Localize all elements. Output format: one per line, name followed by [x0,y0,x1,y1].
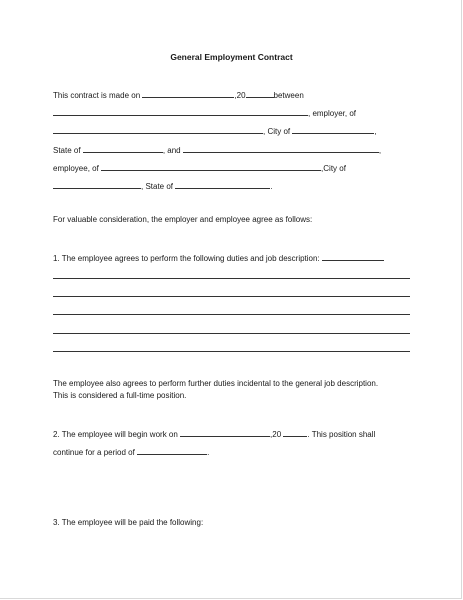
between-label: between [273,91,304,100]
duties-line-1[interactable] [53,278,410,279]
duties-line-3[interactable] [53,314,410,315]
employee-state-label: , State of [141,182,174,191]
period-text: . [207,448,210,457]
section-1-line [53,252,384,264]
employer-state-blank[interactable] [83,144,163,153]
employer-city-label: , City of [263,127,291,136]
position-shall-text: . This position shall [307,430,376,439]
period-blank[interactable] [137,446,210,457]
period-label: continue for a period of [53,448,135,457]
start-year-blank[interactable] [283,428,307,437]
employee-state-blank[interactable] [175,180,273,191]
contract-date-label: This contract is made on [53,91,141,100]
employee-name-blank[interactable] [183,144,382,155]
duties-line-2[interactable] [53,296,410,297]
employee-of-label: employee, of [53,164,99,173]
employer-city-blank[interactable] [292,125,377,136]
employer-of-label: , employer, of [308,109,357,118]
employer-state-line [53,144,381,156]
employee-address-line [53,162,346,174]
section-2-text: 2. The employee will begin work on [53,430,178,439]
further-duties-text-1: The employee also agrees to perform further duties incidental to the general job description. [53,379,379,388]
contract-date-line [53,89,304,101]
comma-text: , [378,146,382,155]
employee-city-label: ,City of [321,164,346,173]
employer-line [53,107,356,119]
contract-year-blank[interactable] [246,89,274,98]
contract-date-blank[interactable] [142,89,234,98]
employee-state-line [53,180,273,192]
employee-address-blank[interactable] [101,162,321,171]
employee-city-blank[interactable] [53,180,141,189]
employer-address-blank[interactable] [53,125,263,134]
employer-name-blank[interactable] [53,107,308,116]
duties-line-4[interactable] [53,333,410,334]
and-label: , and [162,146,181,155]
comma-text: , [374,127,377,136]
consideration-text: For valuable consideration, the employer and employee agree as follows: [53,215,313,224]
employer-address-line [53,125,377,137]
document-title: General Employment Contract [170,52,293,62]
start-date-blank[interactable] [180,428,270,437]
duties-line-5[interactable] [53,351,410,352]
employer-state-label: State of [53,146,81,155]
duties-blank[interactable] [322,252,384,261]
year-prefix: ,20 [234,91,246,100]
section-2-period-line [53,446,209,458]
section-1-text: 1. The employee agrees to perform the following duties and job description: [53,254,320,263]
section-2-line [53,428,375,440]
period-text: . [270,182,273,191]
further-duties-text-2: This is considered a full-time position. [53,391,187,400]
start-year-prefix: ,20 [270,430,282,439]
section-3-text: 3. The employee will be paid the following: [53,518,204,527]
